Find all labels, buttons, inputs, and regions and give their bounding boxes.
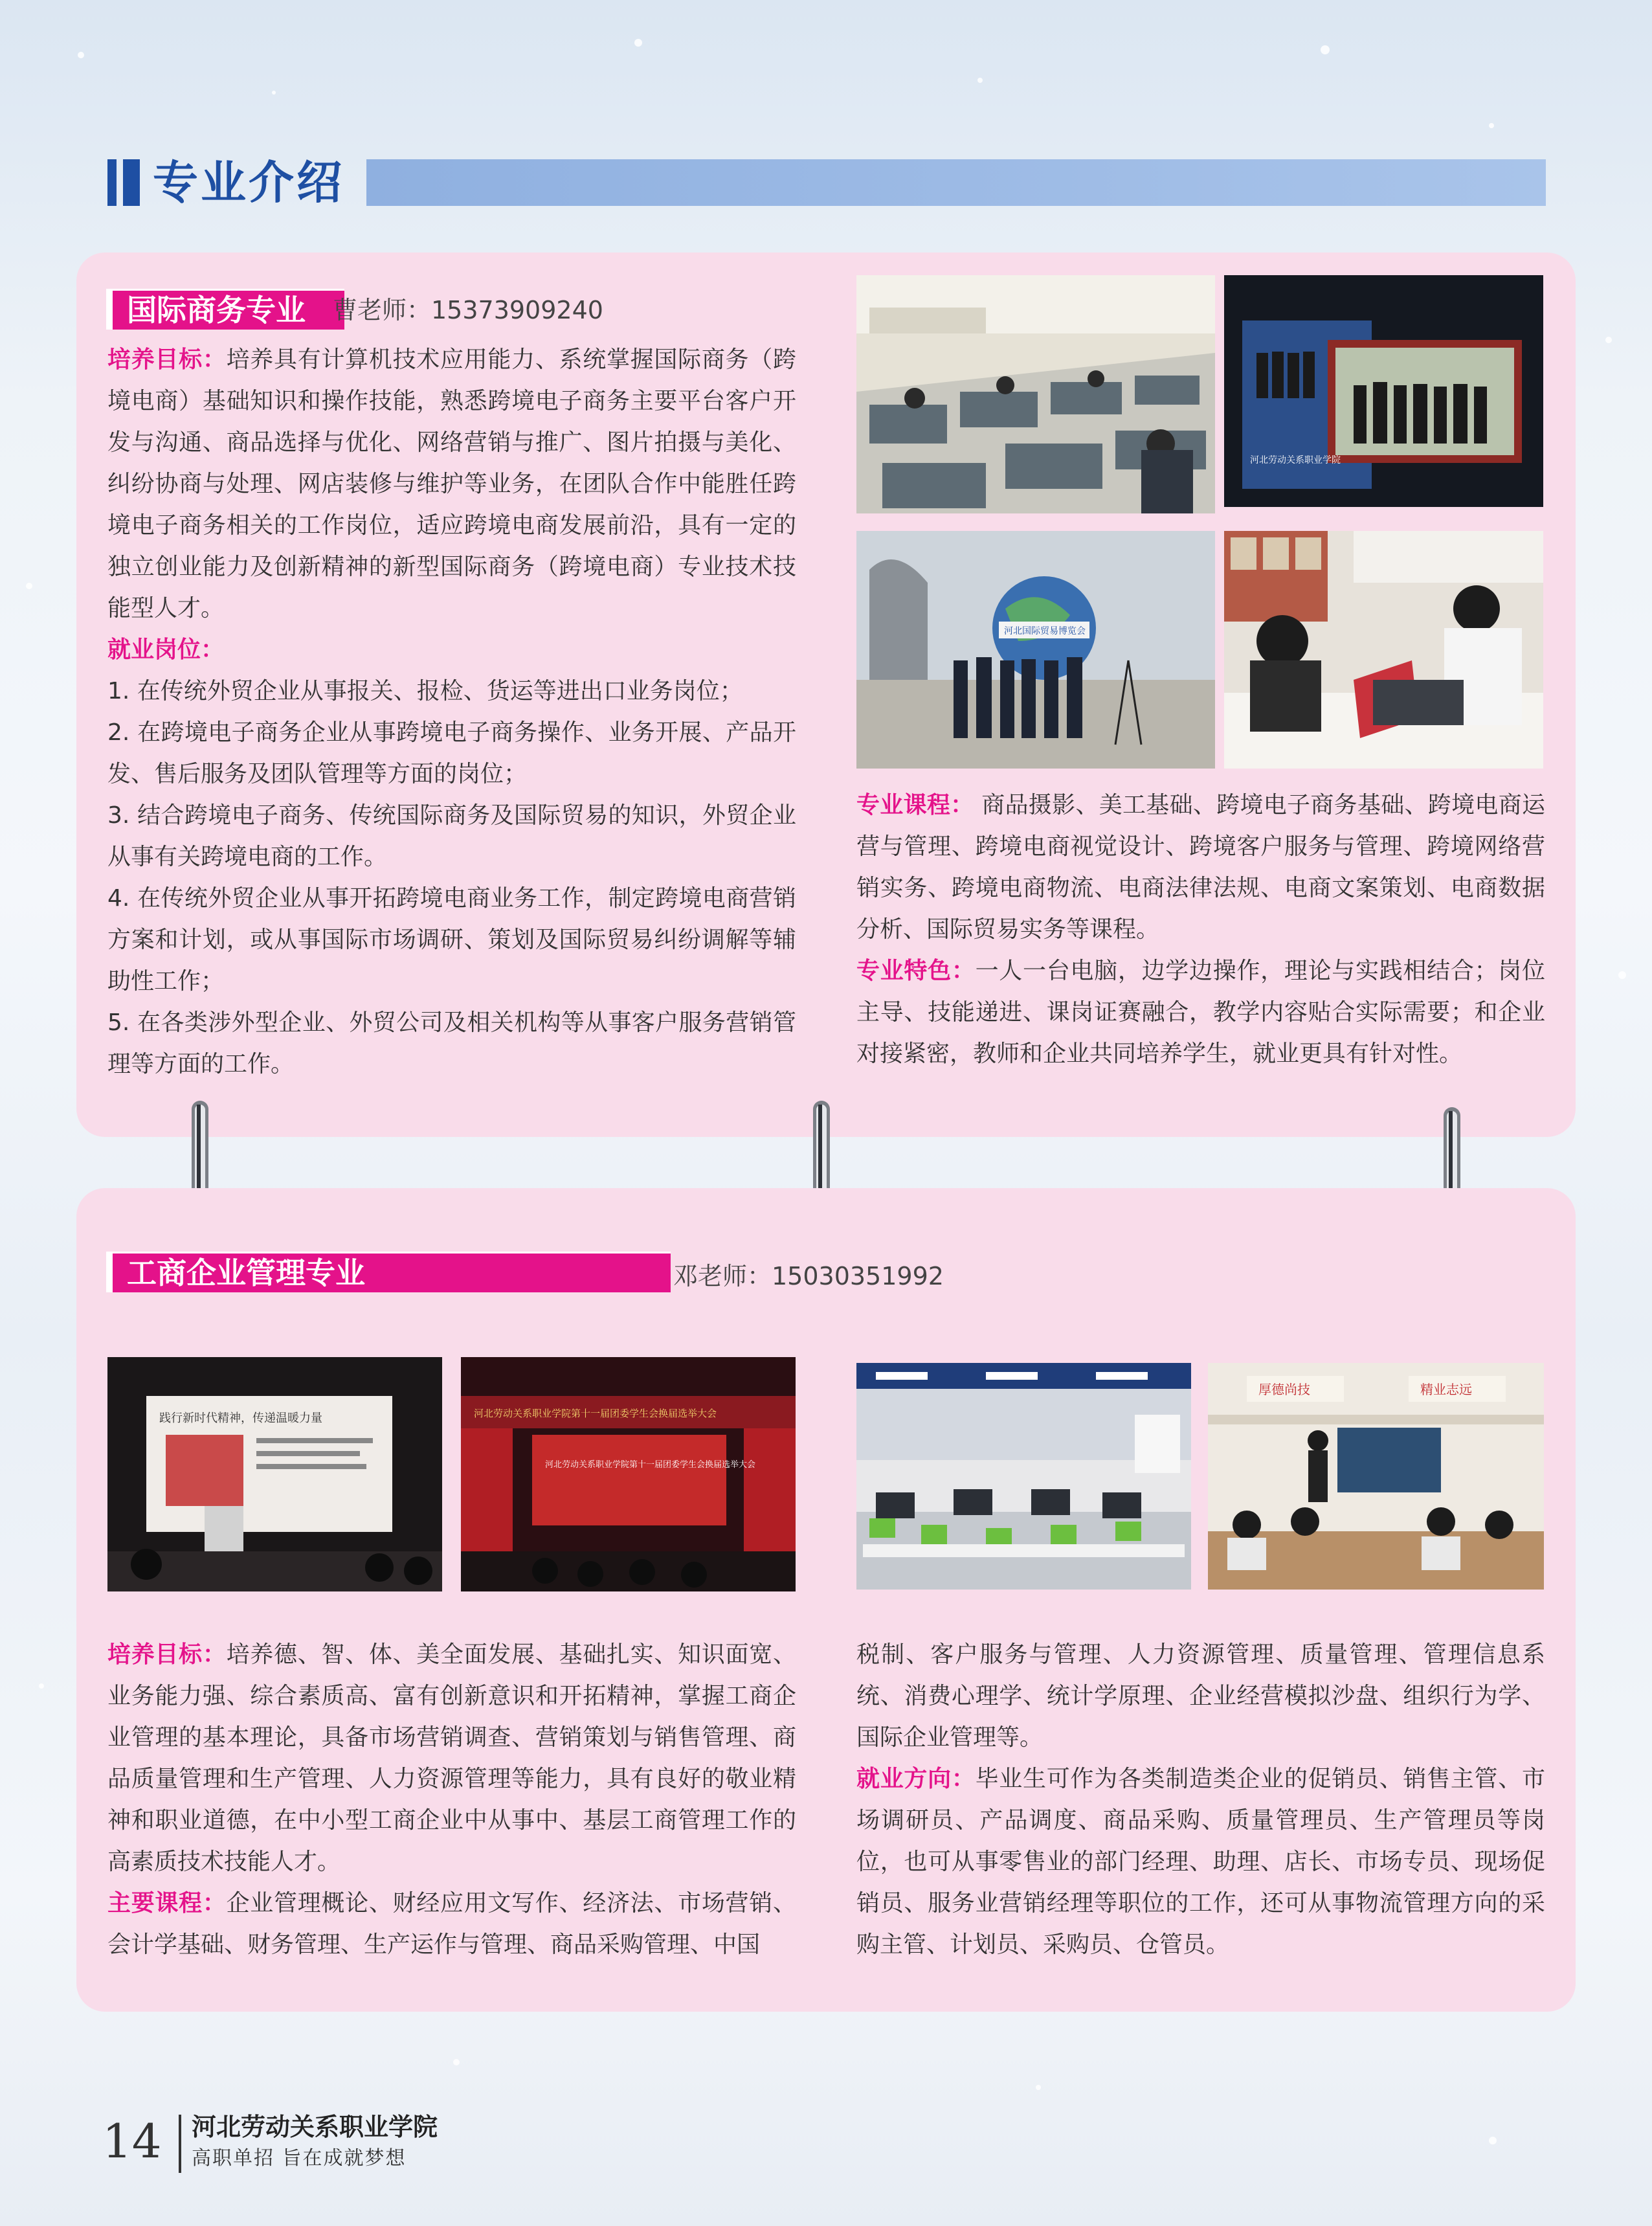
photo-banner-text: 河北劳动关系职业学院 bbox=[1250, 455, 1341, 466]
photo-expo-globe bbox=[856, 531, 1215, 769]
main-courses: 主要课程：企业管理概论、财经应用文写作、经济法、市场营销、会计学基础、财务管理、生产运作与管理、商品采购管理、中国 bbox=[107, 1890, 796, 1958]
photo-classroom bbox=[1208, 1363, 1544, 1590]
photo-stage-text: 河北劳动关系职业学院第十一届团委学生会换届选举大会 bbox=[474, 1408, 717, 1419]
page-title: 专业介绍 bbox=[153, 156, 344, 209]
major-title: 工商企业管理专业 bbox=[106, 1252, 671, 1292]
photo-lecture-slide bbox=[107, 1357, 442, 1591]
photo-slide-text: 践行新时代精神，传递温暖力量 bbox=[159, 1411, 322, 1425]
career-direction: 就业方向：毕业生可作为各类制造类企业的促销员、销售主管、市场调研员、产品调度、商品采购、质量管理员、生产管理员等岗位，也可从事零售业的部门经理、助理、店长、市场专员、现场促销员、服务业营销经理等职位的工作，还可从事物流管理方向的采购主管、计划员、采购员、仓管员。 bbox=[856, 1766, 1545, 1958]
major-right-text bbox=[856, 1634, 1545, 1966]
training-goal: 培养目标：培养具有计算机技术应用能力、系统掌握国际商务（跨境电商）基础知识和操作技能，熟悉跨境电子商务主要平台客户开发与沟通、商品选择与优化、网络营销与推广、图片拍摄与美化、纠纷协商与处理、网店装修与维护等业务，在团队合作中能胜任跨境电子商务相关的工作岗位，适应跨境电商发展前沿，具有一定的独立创业能力及创新精神的新型国际商务（跨境电商）专业技术技能型人才。 bbox=[107, 346, 796, 622]
page-number: 14 bbox=[102, 2114, 162, 2168]
photo-training-room bbox=[856, 1363, 1191, 1590]
major-right-text bbox=[856, 785, 1545, 1075]
block-label: 培养目标： bbox=[107, 346, 227, 373]
teacher-contact: 邓老师：15030351992 bbox=[673, 1262, 944, 1290]
major-left-text bbox=[107, 339, 796, 1085]
job-item: 2. 在跨境电子商务企业从事跨境电子商务操作、业务开展、产品开发、售后服务及团队管理等方面的岗位； bbox=[107, 719, 796, 787]
major-left-text bbox=[107, 1634, 796, 1966]
block-label: 专业课程： bbox=[856, 792, 974, 818]
photo-classroom-banner2: 精业志远 bbox=[1420, 1382, 1472, 1397]
photo-sign-text: 河北国际贸易博览会 bbox=[1004, 626, 1086, 636]
footer-divider bbox=[179, 2115, 181, 2173]
block-label: 专业特色： bbox=[856, 958, 976, 984]
photo-stage-assembly bbox=[461, 1357, 796, 1591]
training-goal: 培养目标：培养德、智、体、美全面发展、基础扎实、知识面宽、业务能力强、综合素质高、富有创新意识和开拓精神，掌握工商企业管理的基本理论，具备市场营销调查、营销策划与销售管理、商品质量管理和生产管理、人力资源管理等能力，具有良好的敬业精神和职业道德，在中小型工商企业中从事中、基层工商管理工作的高素质技术技能人才。 bbox=[107, 1641, 796, 1875]
features: 专业特色：一人一台电脑，边学边操作，理论与实践相结合；岗位主导、技能递进、课岗证赛融合，教学内容贴合实际需要；和企业对接紧密，教师和企业共同培养学生，就业更具有针对性。 bbox=[856, 958, 1545, 1067]
block-label: 主要课程： bbox=[107, 1890, 227, 1917]
header-strip bbox=[366, 159, 1546, 206]
teacher-contact: 曹老师：15373909240 bbox=[333, 296, 603, 324]
photo-team-display bbox=[1224, 275, 1543, 507]
major-title: 国际商务专业 bbox=[106, 289, 344, 330]
courses: 专业课程： 商品摄影、美工基础、跨境电子商务基础、跨境电商运营与管理、跨境电商视觉设计、跨境客户服务与管理、跨境网络营销实务、跨境电商物流、电商法律法规、电商文案策划、电商数据分析、国际贸易实务等课程。 bbox=[856, 792, 1545, 943]
job-item: 3. 结合跨境电子商务、传统国际商务及国际贸易的知识，外贸企业从事有关跨境电商的工作。 bbox=[107, 802, 796, 870]
block-label: 就业方向： bbox=[856, 1766, 976, 1792]
job-item: 5. 在各类涉外型企业、外贸公司及相关机构等从事客户服务营销管理等方面的工作。 bbox=[107, 1009, 796, 1077]
block-label: 就业岗位： bbox=[107, 636, 225, 663]
photo-stage-screen-text: 河北劳动关系职业学院第十一届团委学生会换届选举大会 bbox=[545, 1460, 756, 1470]
photo-computer-lab bbox=[856, 275, 1215, 513]
footer-slogan: 高职单招 旨在成就梦想 bbox=[192, 2147, 407, 2170]
header-bars-icon bbox=[107, 159, 141, 206]
job-item: 4. 在传统外贸企业从事开拓跨境电商业务工作，制定跨境电商营销方案和计划，或从事国际市场调研、策划及国际贸易纠纷调解等辅助性工作； bbox=[107, 885, 796, 995]
footer-school-name: 河北劳动关系职业学院 bbox=[192, 2113, 438, 2141]
photo-classroom-banner: 厚德尚技 bbox=[1258, 1382, 1310, 1397]
job-item: 1. 在传统外贸企业从事报关、报检、货运等进出口业务岗位； bbox=[107, 678, 743, 704]
block-label: 培养目标： bbox=[107, 1641, 227, 1668]
jobs-heading bbox=[107, 629, 796, 671]
courses-continued: 税制、客户服务与管理、人力资源管理、质量管理、管理信息系统、消费心理学、统计学原理、企业经营模拟沙盘、组织行为学、国际企业管理等。 bbox=[856, 1641, 1545, 1751]
photo-students-laptops bbox=[1224, 531, 1543, 769]
